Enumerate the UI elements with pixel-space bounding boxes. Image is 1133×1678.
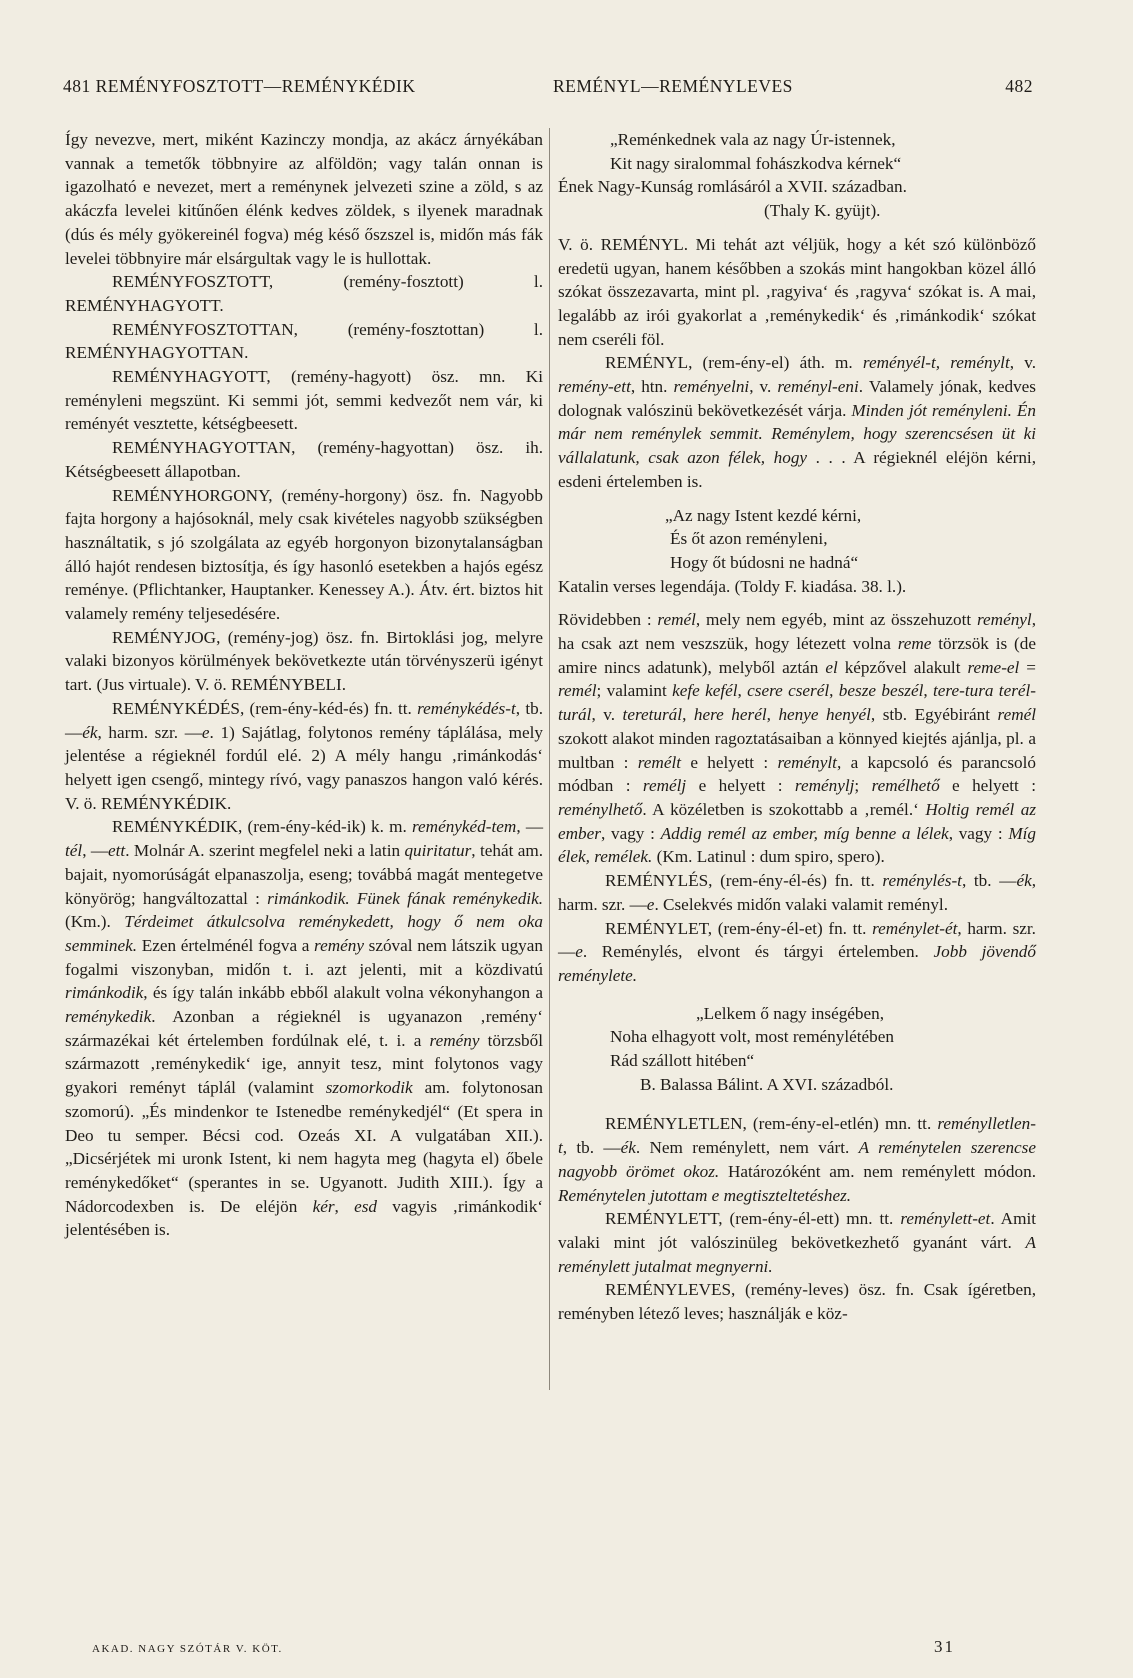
quote-line: És őt azon reményleni,: [670, 529, 828, 549]
entry-remenyles: REMÉNYLÉS, (rem-ény-él-és) fn. tt. reménylés-t, tb. —ék, harm. szr. —e. Cselekvés midőn valaki valamit reményl.: [558, 871, 1036, 914]
entry-remenykedes: REMÉNYKÉDÉS, (rem-ény-kéd-és) fn. tt. reménykédés-t, tb. —ék, harm. szr. —e. 1) Sajátlag, folytonos remény táplálása, mely jelentése a régieknél fordúl elé. 2) A mély hangu ‚rimánkodás‘ helyett igen csengő, mintegy rívó, vagy panaszos hangon való kérés. V. ö. REMÉNYKÉDIK.: [65, 698, 543, 813]
footer-sheet-number: 31: [934, 1637, 955, 1656]
quote-enek-nagy-kunsag: [558, 128, 1036, 223]
entry-remenyl: REMÉNYL, (rem-ény-el) áth. m. reményél-t, reménylt, v. remény-ett, htn. reményelni, v. reményl-eni. Valamely jónak, kedves dolognak valószinü bekövetkezését várja. Minden jót reményleni. Én már nem reménylek semmit. Reménylem, hogy szerencsésen üt ki vállalatunk, csak azon félek, hogy . . . A régieknél eléjön kérni, esdeni értelemben is.: [558, 353, 1037, 491]
quote-line: Kit nagy siralommal fohászkodva kérnek“: [610, 153, 902, 173]
quote-line: Noha elhagyott volt, most reménylétében: [610, 1027, 894, 1047]
right-running-header: [553, 76, 1033, 97]
left-header-title: REMÉNYFOSZTOTT—REMÉNYKÉDIK: [95, 76, 416, 96]
quote-source: B. Balassa Bálint. A XVI. századból.: [640, 1074, 894, 1094]
quote-source: Ének Nagy-Kunság romlásáról a XVII. században.: [558, 177, 907, 197]
quote-line: Rád szállott hitében“: [610, 1051, 755, 1071]
entry-remenyl-continuation: Rövidebben : remél, mely nem egyéb, mint az összehuzott reményl, ha csak azt nem veszszük, hogy létezett volna reme törzsök is (de amire nincs adatunk), melyből aztán el képzővel alakult reme-el = remél; valamint kefe kefél, csere cserél, besze beszél, tere-tura terél-turál, v. tereturál, here herél, henye henyél, stb. Egyébiránt remél szokott alakot minden ragoztatásaiban a könnyed kiejtés ajánlja, pl. a multban : remélt e helyett : reménylt, a kapcsoló és parancsoló módban : remélj e helyett : reménylj; remélhető e helyett : reménylhető. A közéletben is szokottabb a ‚remél.‘ Holtig remél az ember, vagy : Addig remél az ember, míg benne a lélek, vagy : Míg élek, remélek. (Km. Latinul : dum spiro, spero).: [558, 610, 1037, 867]
right-page-number: 482: [1005, 76, 1033, 96]
quote-source: Katalin verses legendája. (Toldy F. kiadása. 38. l.).: [558, 576, 907, 596]
left-column: [65, 128, 543, 1242]
quote-line: Hogy őt búdosni ne hadná“: [670, 552, 859, 572]
entry-remenyfosztott: REMÉNYFOSZTOTT, (remény-fosztott) l. REMÉNYHAGYOTT.: [65, 272, 543, 315]
right-column: [558, 128, 1036, 1326]
left-running-header: [63, 76, 416, 97]
entry-remenykedik: REMÉNYKÉDIK, (rem-ény-kéd-ik) k. m. reménykéd-tem, —tél, —ett. Molnár A. szerint megfelel neki a latin quiritatur, tehát am. bajait, nyomorúságát elpanaszolja, eseng; továbbá magát mentegetve könyörög; hangváltozattal : rimánkodik. Fünek fának reménykedik. (Km.). Térdeimet átkulcsolva reménykedett, hogy ő nem oka semminek. Ezen értelménél fogva a remény szóval nem látszik ugyan fogalmi viszonyban, midőn t. i. azt jelenti, mit a közdivatú rimánkodik, és így talán inkább ebből alakult volna vékonyhangon a reménykedik. Azonban a régieknél is ugyanazon ‚remény‘ származékai két értelemben fordúlnak elé, t. i. a remény törzsből származott ‚reménykedik‘ ige, annyit tesz, mint folytonos vagy gyakori reményt táplál (valamint szomorkodik am. folytonosan szomorú). „És mindenkor te Istenedbe reménykedjél“ (Et spera in Deo tu semper. Bécsi cod. Ozeás XI. A vulgatában XII.). „Dicsérjétek mi uronk Istent, ki nem hagyta meg (hagyta el) őbele reménykedőket“ (sperantes in se. Ugyanott. Judith XIII.). Így a Nádorcodexben is. De eléjön kér, esd vagyis ‚rimánkodik‘ jelentésében is.: [65, 817, 544, 1240]
quote-balassa: [558, 1002, 1036, 1097]
entry-remenyletlen: REMÉNYLETLEN, (rem-ény-el-etlén) mn. tt. reménylletlen-t, tb. —ék. Nem reménylett, nem várt. A reménytelen szerencse nagyobb örömet okoz. Határozóként am. nem reménylett módon. Reménytelen jutottam e megtiszteltetéshez.: [558, 1114, 1036, 1205]
column-divider: [549, 128, 550, 1390]
entry-remenyhorgony: REMÉNYHORGONY, (remény-horgony) ösz. fn. Nagyobb fajta horgony a hajósoknál, mely csak kivételes nagyobb szükségben használtatik, s jó szolgálata az egyéb horgonyon bizonytalanságban álló hajót rendesen biztosítja, és így hasonló esetekben a hajós egész reménye. (Pflichtanker, Hauptanker. Kenessey A.). Átv. ért. biztos hit valamely remény teljesedésére.: [65, 485, 543, 624]
left-page-number: 481: [63, 76, 91, 96]
right-header-title: REMÉNYL—REMÉNYLEVES: [553, 76, 793, 96]
entry-continuation: Így nevezve, mert, miként Kazinczy mondja, az akácz árnyékában vannak a temetők többnyire az alföldön; vagy talán onnan is igazolható e nevezet, mert a reménynek jelvezeti szine a zöld, s az akáczfa levelei kitűnően élénk kedves zöldek, s ilyenek maradnak (dús és mély gyökereinél fogva) még késő őszszel is, midőn más fák levelei többnyire már elsárgultak vagy le is hullottak.: [65, 130, 543, 268]
entry-remenylet: REMÉNYLET, (rem-ény-él-et) fn. tt. reménylet-ét, harm. szr. —e. Reménylés, elvont és tárgyi értelemben. Jobb jövendő reménylete.: [558, 918, 1036, 985]
quote-line: „Az nagy Istent kezdé kérni,: [665, 505, 862, 525]
quote-line: „Lelkem ő nagy inségében,: [696, 1003, 885, 1023]
entry-remenykedik-continuation: V. ö. REMÉNYL. Mi tehát azt véljük, hogy a két szó különböző eredetü ugyan, hanem későbben a szokás mint hangokban közel álló szókat összezavarta, mint pl. ‚ragyiva‘ és ‚ragyva‘ szókat is. A mai, legalább az irói gyakorlat a ‚reménykedik‘ és ‚rimánkodik‘ szókat nem cseréli föl.: [558, 234, 1036, 349]
quote-katalin-legendaja: [558, 504, 1036, 599]
entry-remenyhagyottan: REMÉNYHAGYOTTAN, (remény-hagyottan) ösz. ih. Kétségbeesett állapotban.: [65, 438, 543, 481]
quote-line: „Reménkednek vala az nagy Úr-istennek,: [610, 130, 896, 149]
entry-remenyleves: REMÉNYLEVES, (remény-leves) ösz. fn. Csak ígéretben, reményben létező leves; használják e köz-: [558, 1280, 1036, 1324]
entry-remenyjog: REMÉNYJOG, (remény-jog) ösz. fn. Birtoklási jog, melyre valaki bizonyos körülmények bekövetkezte után törvényszerü igényt tart. (Jus virtuale). V. ö. REMÉNYBELI.: [65, 627, 543, 695]
quote-source: (Thaly K. gyüjt).: [764, 201, 881, 221]
entry-remenyfosztottan: REMÉNYFOSZTOTTAN, (remény-fosztottan) l. REMÉNYHAGYOTTAN.: [65, 319, 543, 363]
entry-remenyhagyott: REMÉNYHAGYOTT, (remény-hagyott) ösz. mn. Ki reményleni megszünt. Ki semmi jót, semmi kedvezőt nem vár, ki reményét vesztette, kétségbeesett.: [65, 367, 543, 434]
footer-signature: AKAD. NAGY SZÓTÁR V. KÖT.: [92, 1643, 283, 1655]
entry-remenylett: REMÉNYLETT, (rem-ény-él-ett) mn. tt. reménylett-et. Amit valaki mint jót valószinüleg bekövetkezhető gyanánt várt. A reménylett jutalmat megnyerni.: [558, 1209, 1036, 1276]
